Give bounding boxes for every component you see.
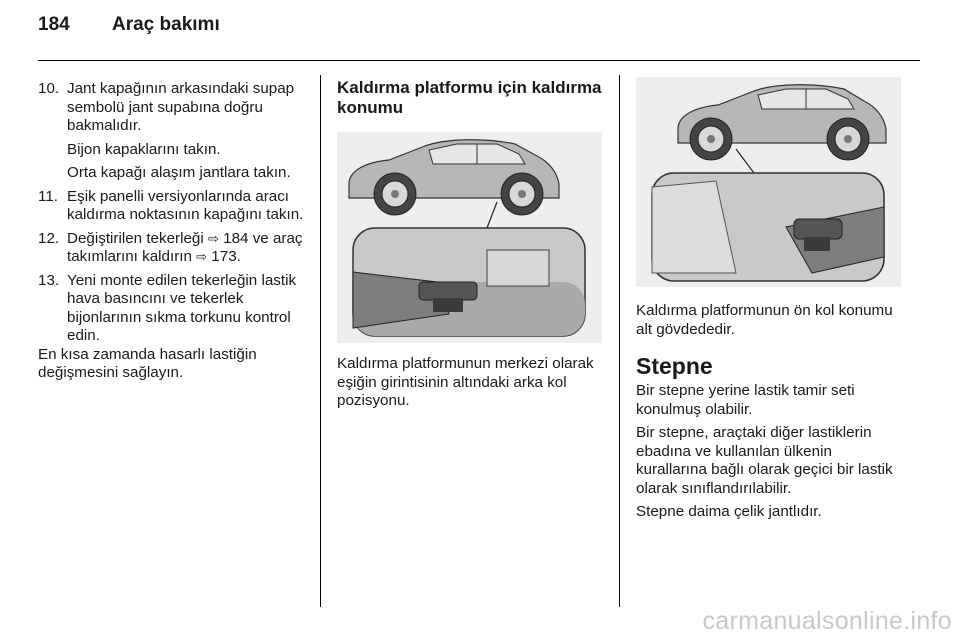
- item-text: [67, 230, 310, 267]
- column-1: [38, 80, 310, 388]
- body-paragraph: Bir stepne, araçtaki diğer lastiklerin ebadına ve kullanılan ülkenin kurallarına bağlı olarak geçici bir lastik olarak sınıflandırılabilir.: [636, 424, 893, 497]
- item-number: 13.: [38, 271, 60, 289]
- closing-paragraph: En kısa zamanda hasarlı lastiğin değişmesini sağlayın.: [38, 345, 257, 381]
- column-3: [636, 77, 902, 527]
- section-heading-stepne: Stepne: [636, 353, 713, 379]
- list-item: [38, 230, 310, 267]
- sentence-end: .: [236, 248, 241, 265]
- column-divider-2: [619, 75, 620, 607]
- list-item: [38, 80, 310, 183]
- car-rear-lift-illustration: [337, 132, 602, 343]
- column-2: [337, 78, 603, 416]
- item-text: Yeni monte edilen tekerleğin lastik hava basıncını ve tekerlek bijonlarının sıkma torkunu kontrol edin.: [67, 271, 297, 344]
- illustration-rear-lift-point: [337, 132, 602, 343]
- item-text-part: ve araç takımlarını kaldırın: [67, 229, 303, 265]
- illustration-front-lift-point: [636, 77, 901, 287]
- page-header: [38, 14, 220, 36]
- header-rule: [38, 60, 920, 61]
- section-heading: Kaldırma platformu için kaldırma konumu: [337, 78, 602, 117]
- list-item: [38, 188, 310, 225]
- item-text: Jant kapağının arkasındaki supap sembolü jant supabına doğru bakmalıdır.: [67, 80, 295, 134]
- watermark: carmanualsonline.info: [702, 607, 952, 635]
- figure-caption: Kaldırma platformunun ön kol konumu alt gövdededir.: [636, 302, 893, 338]
- item-number: 12.: [38, 229, 60, 247]
- column-divider-1: [320, 75, 321, 607]
- page-ref-arrow-icon: ⇨: [196, 249, 208, 264]
- item-text: Eşik panelli versiyonlarında aracı kaldırma noktasının kapağını takın.: [67, 187, 304, 223]
- page-reference[interactable]: 184: [223, 229, 249, 247]
- page-number: 184: [38, 14, 70, 35]
- figure-caption: Kaldırma platformunun merkezi olarak eşiğin girintisinin altındaki arka kol pozisyonu.: [337, 355, 594, 409]
- car-front-lift-illustration: [636, 77, 901, 287]
- section-title: Araç bakımı: [112, 14, 220, 35]
- item-number: 11.: [38, 187, 58, 205]
- item-text: Orta kapağı alaşım jantlara takın.: [67, 164, 291, 181]
- item-text: Bijon kapaklarını takın.: [67, 140, 221, 158]
- page-reference[interactable]: 173: [211, 248, 237, 265]
- body-paragraph: Stepne daima çelik jantlıdır.: [636, 503, 822, 520]
- list-item: [38, 272, 310, 346]
- item-text-part: Değiştirilen tekerleği: [67, 229, 204, 247]
- body-paragraph: Bir stepne yerine lastik tamir seti konulmuş olabilir.: [636, 382, 855, 418]
- item-number: 10.: [38, 80, 60, 97]
- page-ref-arrow-icon: ⇨: [207, 230, 219, 246]
